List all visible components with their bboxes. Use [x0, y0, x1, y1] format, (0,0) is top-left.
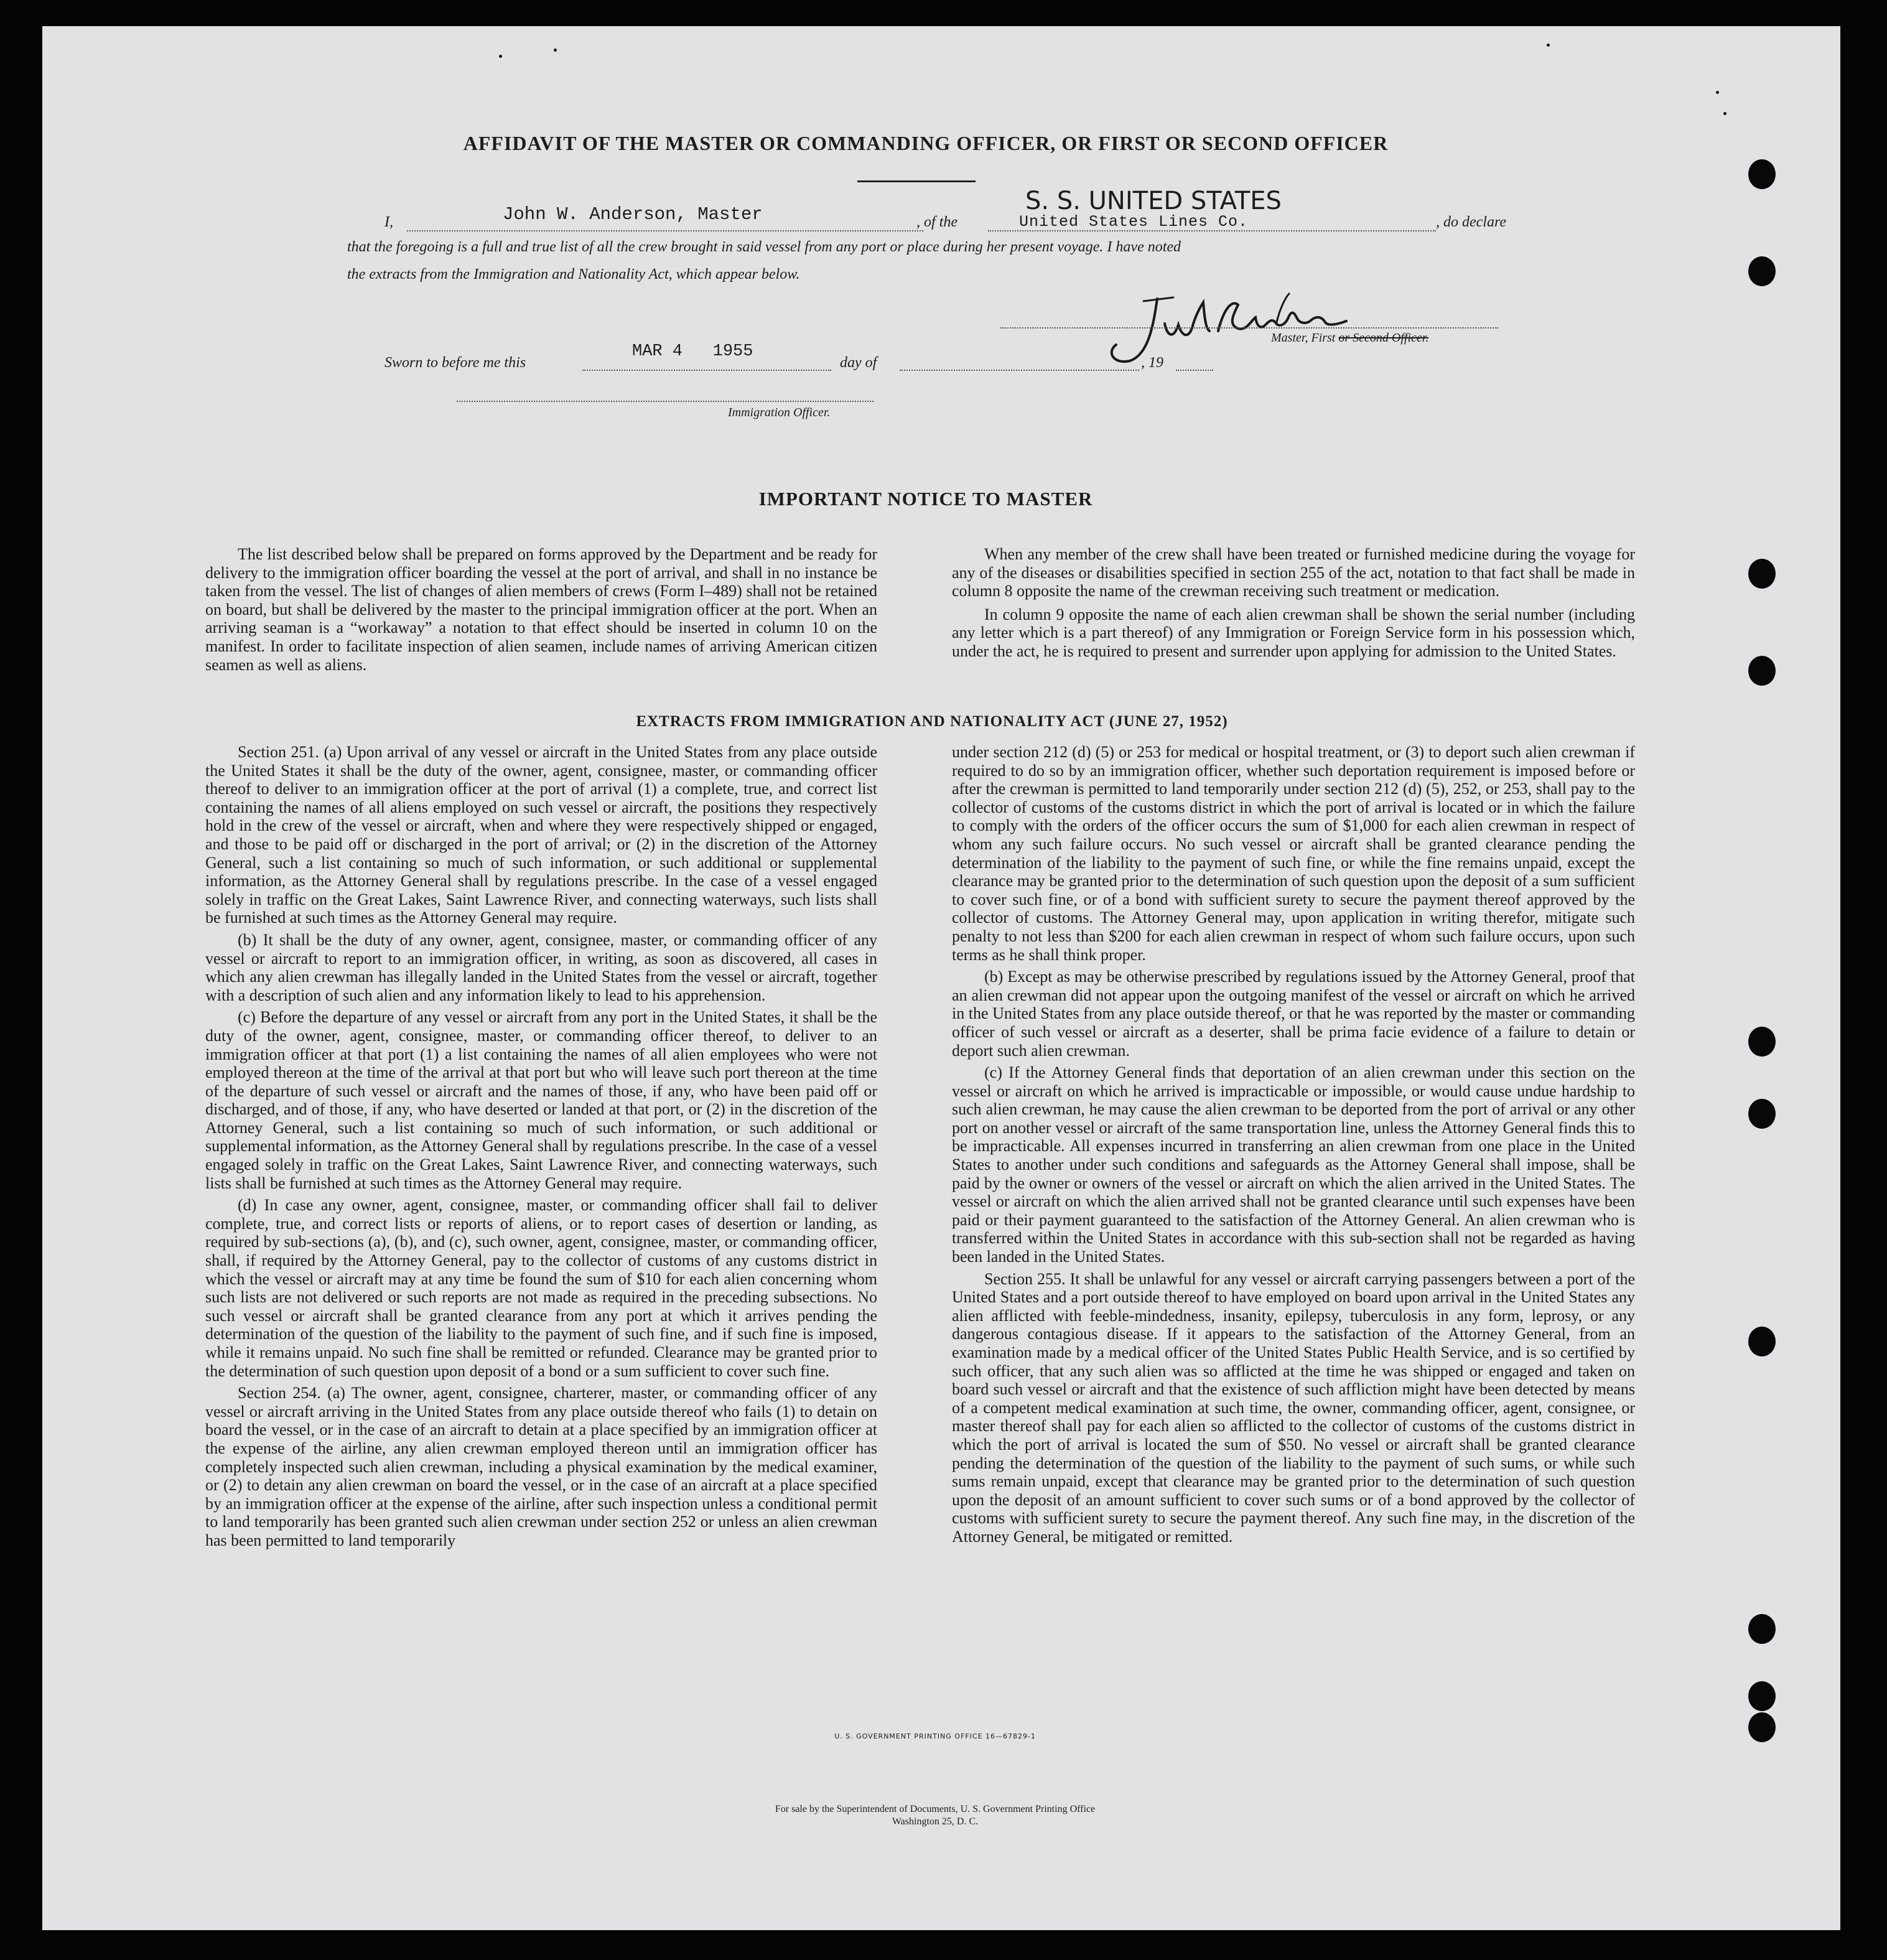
speck: [1723, 112, 1726, 115]
notice-right-paragraph-1: When any member of the crew shall have been treated or furnished medicine during the voyage for any of the diseases or disabilities specified in section 255 of the act, notation to that fact shall be made in column 8 opposite the name of the crewman receiving such treatment or medication.: [952, 545, 1635, 600]
section-255: Section 255. It shall be unlawful for any vessel or aircraft carrying passengers between a port of the United States and a port outside thereof to have employed on board upon arrival in the United States any alien afflicted with feeble-mindedness, insanity, epilepsy, tuberculosis in any form, leprosy, or any dangerous contagious disease. If it appears to the satisfaction of the Attorney General, from an examination made by a medical officer of the United States Public Health Service, and is so certified by such officer, that any such alien was so afflicted at the time he was shipped or engaged and taken on board such vessel or aircraft and that the existence of such affliction might have been detected by means of a competent medical examination at such time, the owner, commanding officer, agent, consignee, or master thereof shall pay for each alien so afflicted to the collector of customs of the customs district in which the port of arrival is located the sum of $50. No vessel or aircraft shall be granted clearance pending the determination of the question of the liability to the payment of such sums, or while such sums remain unpaid, except that clearance may be granted prior to the determination of such question upon the deposit of an amount sufficient to cover such sums or of a bond approved by the collector of customs with sufficient surety to secure the payment thereof. Any such fine may, in the discretion of the Attorney General, be mitigated or remitted.: [952, 1269, 1635, 1546]
document-page: [42, 26, 1840, 1930]
punch-hole: [1748, 656, 1776, 686]
statement-line-1: that the foregoing is a full and true list of all the crew brought in said vessel from any port or place during her present voyage. I have noted: [347, 239, 1181, 255]
month-line: [900, 370, 1139, 371]
i-label: I,: [384, 214, 393, 230]
signer-caption-struck: or Second Officer.: [1338, 331, 1429, 345]
footer-sale-notice: [42, 1803, 1828, 1828]
section-251-a: Section 251. (a) Upon arrival of any vessel or aircraft in the United States from any place outside the United States it shall be the duty of the owner, agent, consignee, master, or commanding officer thereof to deliver to an immigration officer at the port of arrival (1) a complete, true, and correct list containing the names of all aliens employed on such vessel or aircraft, the positions they respectively hold in the crew of the vessel or aircraft, when and where they were respectively shipped or engaged, and those to be paid off or discharged in the port of arrival; or (2) in the discretion of the Attorney General, such a list containing so much of such information, or such additional or supplemental information, as the Attorney General shall by regulations prescribe. In the case of a vessel engaged solely in traffic on the Great Lakes, Saint Lawrence River, and connecting waterways, such lists shall be furnished at such times as the Attorney General may require.: [205, 743, 877, 927]
statement-line-2: the extracts from the Immigration and Nationality Act, which appear below.: [347, 266, 800, 282]
sworn-date-stamp: MAR 4 1955: [632, 342, 753, 361]
speck: [1716, 91, 1719, 94]
punch-hole: [1748, 1327, 1776, 1356]
notice-left-paragraph: The list described below shall be prepared on forms approved by the Department and be ready for delivery to the immigration officer boarding the vessel at the port of arrival, and shall in no instance be taken from the vessel. The list of changes of alien members of crews (Form I–489) shall not be retained on board, but shall be delivered by the master to the principal immigration officer at the port. When an arriving seaman is a “workaway” a notation to that effect should be inserted in column 10 on the manifest. In order to facilitate inspection of alien seamen, include names of arriving American citizen seamen as well as aliens.: [205, 545, 877, 674]
notice-right-column: [952, 545, 1635, 661]
extracts-right-column: [952, 743, 1635, 1546]
year-label: , 19: [1141, 355, 1163, 371]
punch-hole: [1748, 1681, 1776, 1711]
do-declare-label: , do declare: [1436, 214, 1507, 230]
section-254-c: (c) If the Attorney General finds that deportation of an alien crewman under this section on the vessel or aircraft on which he arrived is impracticable or impossible, or would cause undue hardship to such alien crewman, he may cause the alien crewman to be deported from the port of arrival or any other port on another vessel or aircraft of the same transportation line, unless the Attorney General finds this to be impracticable. All expenses incurred in transferring an alien crewman from one place in the United States to another under such conditions and safeguards as the Attorney General shall impose, shall be paid by the owner or owners of the vessel or aircraft on which the alien arrived in the United States. The vessel or aircraft on which the alien arrived shall not be granted clearance until such expenses have been paid or their payment guaranteed to the satisfaction of the Attorney General. An alien crewman who is transferred within the United States in accordance with this sub-section shall not be regarded as having been landed in the United States.: [952, 1063, 1635, 1266]
speck: [554, 49, 557, 52]
company-stamp: United States Lines Co.: [1019, 213, 1249, 231]
extracts-left-column: [205, 743, 877, 1550]
declarant-line: [407, 230, 923, 231]
title-divider: [857, 180, 976, 182]
immigration-officer-caption: Immigration Officer.: [728, 406, 831, 419]
gpo-imprint: U. S. GOVERNMENT PRINTING OFFICE 16—67829-1: [834, 1732, 1036, 1740]
day-of-label: day of: [840, 355, 877, 371]
notice-left-column: [205, 545, 877, 674]
notice-right-paragraph-2: In column 9 opposite the name of each alien crewman shall be shown the serial number (including any letter which is a part thereof) of any Immigration or Foreign Service form in his possession which, under the act, he is required to present and surrender upon applying for admission to the United States.: [952, 605, 1635, 660]
declarant-name: John W. Anderson, Master: [503, 204, 763, 225]
speck: [1547, 44, 1550, 47]
signature-line: [1000, 327, 1498, 329]
notice-title: IMPORTANT NOTICE TO MASTER: [758, 488, 1093, 510]
immigration-officer-line: [457, 401, 874, 402]
of-the-label: , of the: [916, 214, 957, 230]
section-254-a: Section 254. (a) The owner, agent, consignee, charterer, master, or commanding officer of any vessel or aircraft arriving in the United States from any place outside thereof who fails (1) to detain on board the vessel, or in the case of an aircraft to detain at a place specified by an immigration officer at the expense of the airline, any alien crewman employed thereon until an immigration officer has completely inspected such alien crewman, including a physical examination by the medical examiner, or (2) to detain any alien crewman on board the vessel, or in the case of an aircraft at a place specified by an immigration officer at the expense of the airline, after such inspection unless a conditional permit to land temporarily has been granted such alien crewman under section 252 or unless an alien crewman has been permitted to land temporarily: [205, 1384, 877, 1549]
footer-line-1: For sale by the Superintendent of Documents, U. S. Government Printing Office: [775, 1804, 1096, 1814]
signer-caption: [1271, 331, 1428, 345]
footer-line-2: Washington 25, D. C.: [892, 1816, 979, 1827]
punch-hole: [1748, 559, 1776, 589]
year-line: [1176, 370, 1213, 371]
punch-hole: [1748, 1614, 1776, 1644]
speck: [499, 55, 502, 58]
affidavit-title: AFFIDAVIT OF THE MASTER OR COMMANDING OFFICER, OR FIRST OR SECOND OFFICER: [463, 132, 1389, 154]
section-251-d: (d) In case any owner, agent, consignee, master, or commanding officer shall fail to deliver complete, true, and correct lists or reports of aliens, or to report cases of desertion or landing, as required by sub-sections (a), (b), and (c), such owner, agent, consignee, master, or commanding officer, shall, if required by the Attorney General, pay to the collector of customs of any customs district in which the vessel or aircraft may at any time be found the sum of $10 for each alien concerning whom such lists are not delivered or such reports are not made as required in the preceding subsections. No such vessel or aircraft shall be granted clearance from any port at which it arrives pending the determination of the question of the liability to the payment of such fine, and if such fine is imposed, while it remains unpaid. No such fine shall be remitted or refunded. Clearance may be granted prior to the determination of such question upon deposit of a bond or a sum sufficient to cover such fine.: [205, 1196, 877, 1380]
sworn-date-line: [582, 370, 831, 371]
punch-hole: [1748, 1027, 1776, 1057]
section-251-c: (c) Before the departure of any vessel or aircraft from any port in the United States, it shall be the duty of the owner, agent, consignee, master, or commanding officer thereof, to deliver to an immigration officer at that port (1) a list containing the names of all alien employees who were not employed thereon at the time of the arrival at that port but who will leave such port thereon at the time of the departure of such vessel or aircraft and the names of those, if any, who have been paid off or discharged, and of those, if any, who have deserted or landed at that port, or (2) in the discretion of the Attorney General, such a list containing so much of such information, or such additional or supplemental information, as the Attorney General shall by regulations prescribe. In the case of a vessel engaged solely in traffic on the Great Lakes, Saint Lawrence River, and connecting waterways, such lists shall be furnished at such times as the Attorney General may require.: [205, 1008, 877, 1192]
extracts-title: EXTRACTS FROM IMMIGRATION AND NATIONALITY ACT (JUNE 27, 1952): [636, 713, 1228, 730]
punch-hole: [1748, 1099, 1776, 1129]
vessel-stamp: S. S. UNITED STATES: [1025, 187, 1282, 215]
sworn-label: Sworn to before me this: [384, 355, 526, 371]
punch-hole: [1748, 256, 1776, 286]
section-254-b: (b) Except as may be otherwise prescribed by regulations issued by the Attorney General, proof that an alien crewman did not appear upon the outgoing manifest of the vessel or aircraft on which he arrived in the United States from any place outside thereof, or that he was reported by the master or commanding officer of such vessel or aircraft as a deserter, shall be prima facie evidence of a failure to detain or deport such alien crewman.: [952, 968, 1635, 1060]
punch-hole: [1748, 159, 1776, 189]
section-254-a-continued: under section 212 (d) (5) or 253 for medical or hospital treatment, or (3) to deport such alien crewman if required to do so by an immigration officer, whether such deportation requirement is imposed before or after the crewman is permitted to land temporarily under section 212 (d) (5), 252, or 253, shall pay to the collector of customs of the customs district in which the port of arrival is located or in which the failure to comply with the orders of the officer occurs the sum of $1,000 for each alien crewman in respect of whom any such failure occurs. No such vessel or aircraft shall be granted clearance pending the determination of the liability to the payment of such fine, or while the fine remains unpaid, except the clearance may be granted prior to the determination of such question upon the deposit of a sum sufficient to cover such fine, or of a bond with sufficient surety to secure the payment thereof approved by the collector of customs. The Attorney General may, upon application in writing therefor, mitigate such penalty to not less than $200 for each alien crewman in respect of whom such failure occurs, upon such terms as he shall think proper.: [952, 743, 1635, 964]
section-251-b: (b) It shall be the duty of any owner, agent, consignee, master, or commanding officer of any vessel or aircraft to report to an immigration officer, in writing, as soon as discovered, all cases in which any alien crewman has illegally landed in the United States from the vessel or aircraft, together with a description of such alien and any information likely to lead to his apprehension.: [205, 930, 877, 1004]
punch-hole: [1748, 1712, 1776, 1742]
signer-caption-master: Master, First: [1271, 331, 1339, 345]
